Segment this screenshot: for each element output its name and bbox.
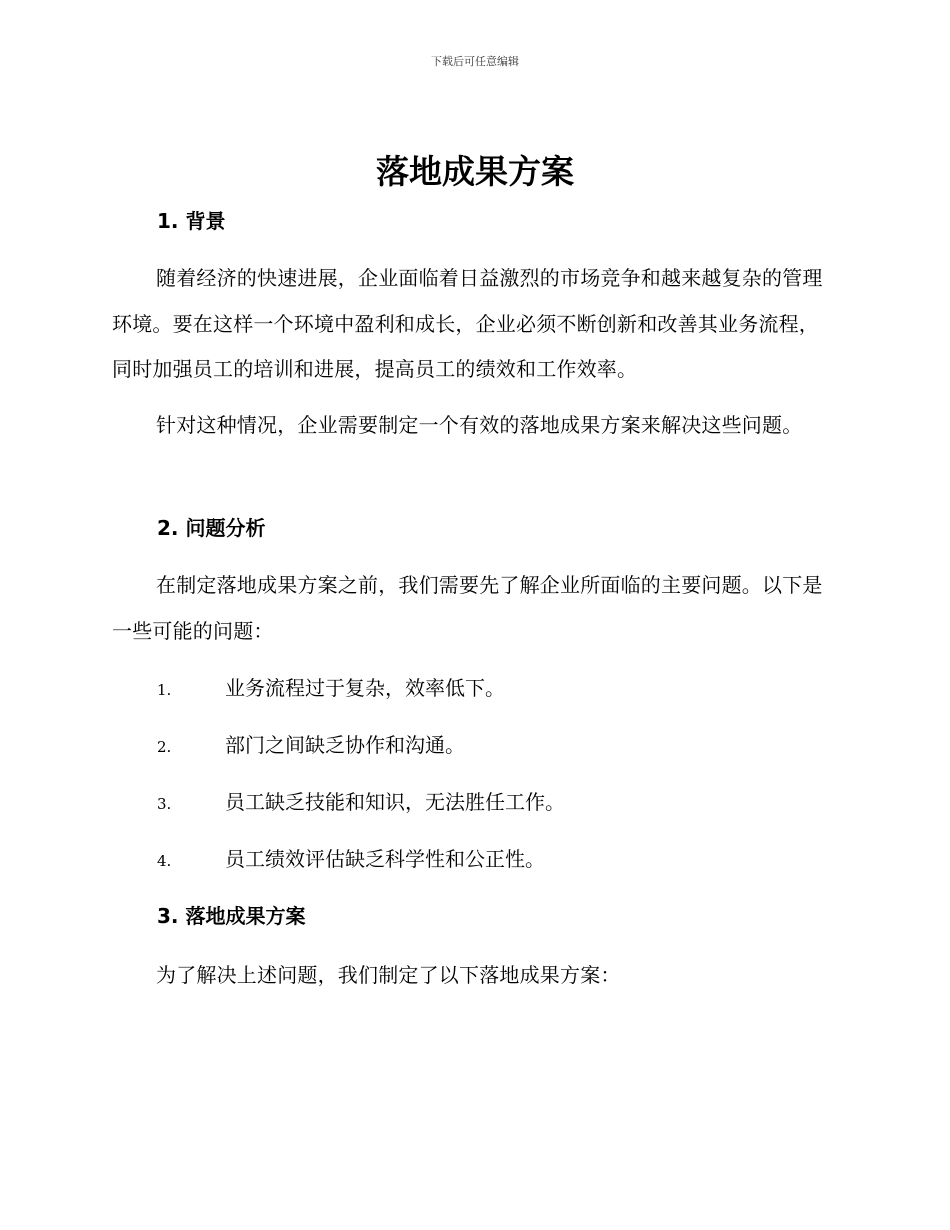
solution-paragraph: 为了解决上述问题，我们制定了以下落地成果方案： (156, 963, 621, 987)
list-item (157, 844, 837, 876)
list-item-number: 1. (157, 681, 172, 699)
list-item (157, 673, 837, 705)
page-header: 下载后可任意编辑 (431, 55, 519, 68)
list-item-number: 2. (157, 738, 172, 756)
document-title: 落地成果方案 (376, 152, 574, 191)
background-paragraph-1: 随着经济的快速进展，企业面临着日益激烈的市场竞争和越来越复杂的管理环境。要在这样一个环境中盈利和成长，企业必须不断创新和改善其业务流程，同时加强员工的培训和进展，提高员工的绩效和工作效率。 (112, 266, 823, 381)
list-item-text: 员工绩效评估缺乏科学性和公正性。 (225, 847, 545, 871)
list-item-number: 4. (157, 852, 172, 870)
list-item-text: 员工缺乏技能和知识，无法胜任工作。 (225, 790, 565, 814)
list-item-text: 业务流程过于复杂，效率低下。 (225, 676, 505, 700)
list-item (157, 787, 837, 819)
list-item-number: 3. (157, 795, 172, 813)
section-heading-problem-analysis: 2. 问题分析 (157, 516, 266, 540)
background-paragraph-2: 针对这种情况，企业需要制定一个有效的落地成果方案来解决这些问题。 (156, 413, 803, 437)
section-heading-solution: 3. 落地成果方案 (157, 904, 306, 928)
section-heading-background: 1. 背景 (157, 209, 226, 233)
problem-analysis-paragraph: 在制定落地成果方案之前，我们需要先了解企业所面临的主要问题。以下是一些可能的问题： (112, 573, 823, 643)
list-item (157, 730, 837, 762)
list-item-text: 部门之间缺乏协作和沟通。 (225, 733, 465, 757)
